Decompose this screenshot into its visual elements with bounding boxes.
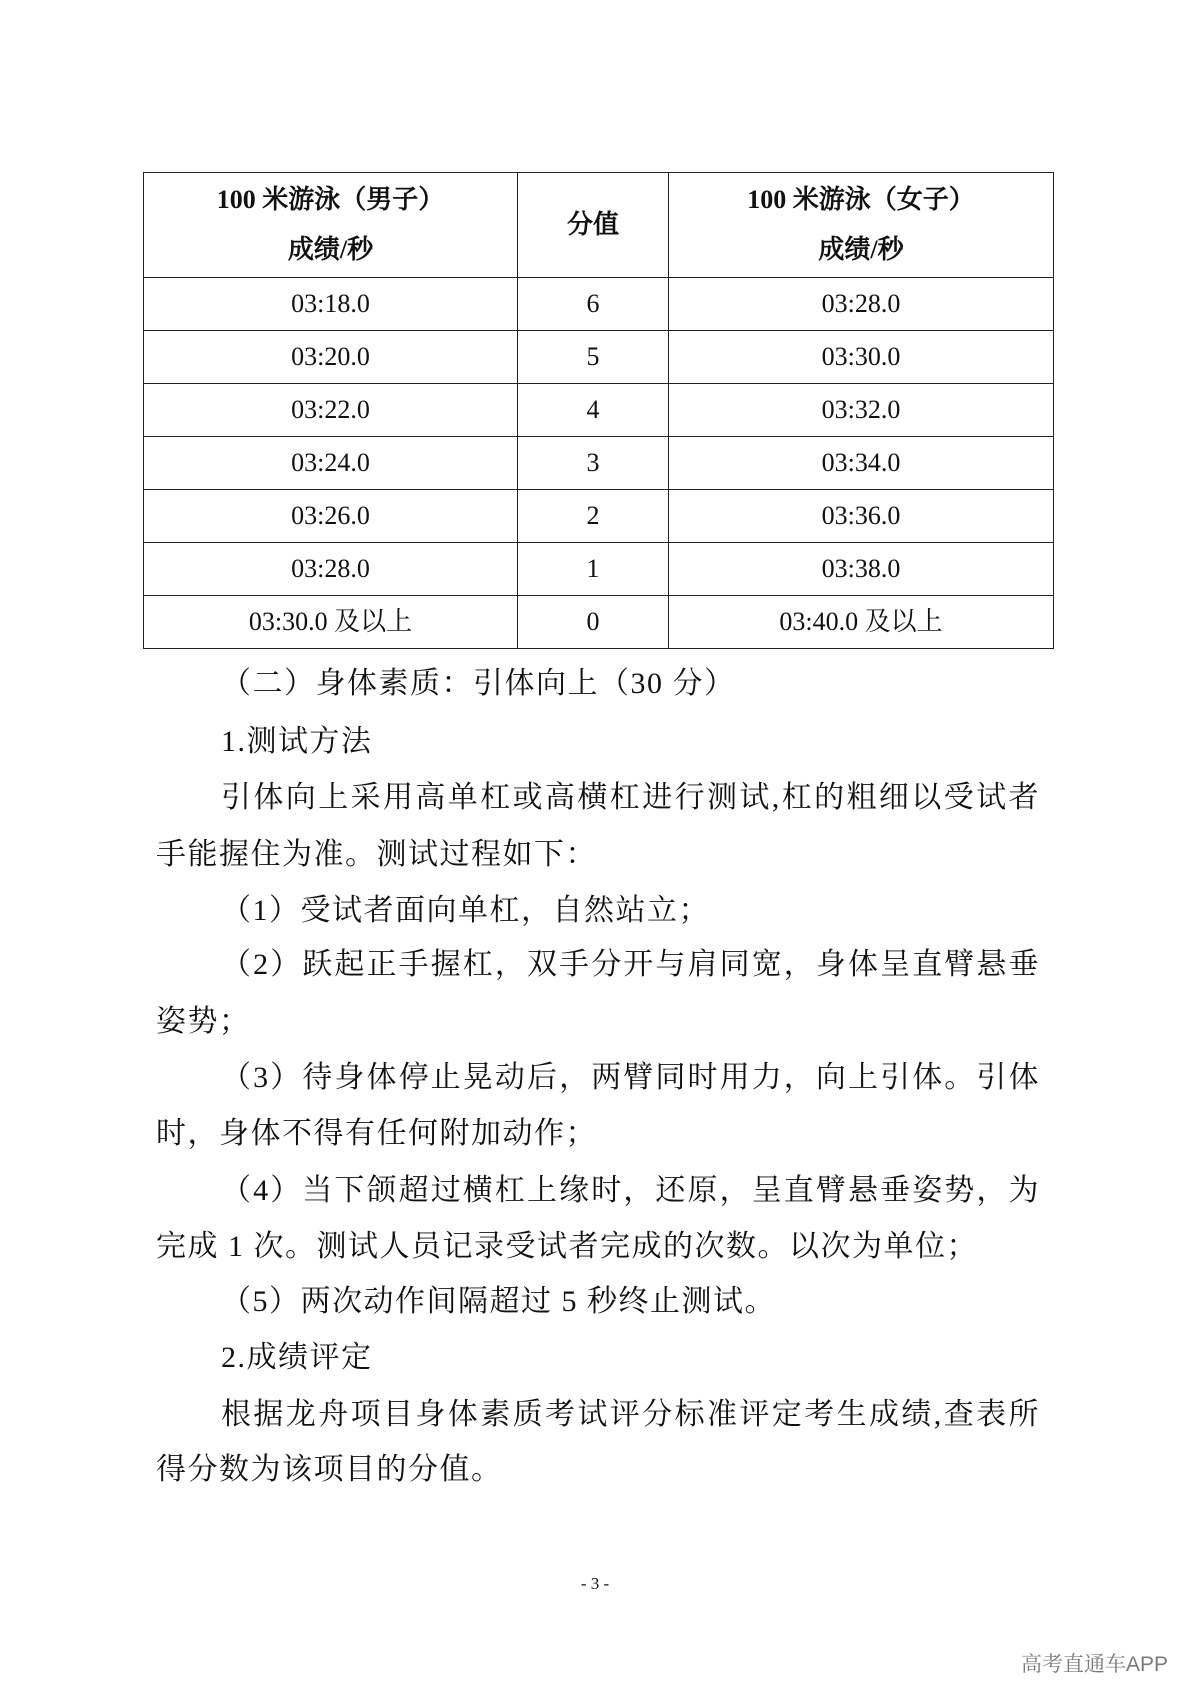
scoring-heading: 2.成绩评定: [221, 1341, 373, 1374]
header-male-title: 100 米游泳（男子）: [216, 185, 445, 214]
step-4-line: 完成 1 次。测试人员记录受试者完成的次数。以次为单位；: [156, 1230, 978, 1263]
table-header-row: [144, 173, 1054, 278]
step-4-line: （4）当下颌超过横杠上缘时，还原，呈直臂悬垂姿势，为: [221, 1174, 1040, 1207]
step-2-line: 姿势；: [156, 1005, 251, 1038]
male-time-cell: 03:18.0: [144, 278, 518, 331]
watermark-text: 高考直通车APP: [1020, 1653, 1168, 1676]
score-cell: 4: [518, 384, 669, 437]
header-female-unit: 成绩/秒: [818, 235, 904, 264]
female-time-cell: 03:40.0 及以上: [669, 596, 1054, 649]
table-header: [144, 173, 1054, 278]
step-3-line: （3）待身体停止晃动后，两臂同时用力，向上引体。引体: [221, 1061, 1040, 1094]
step-2-line: （2）跃起正手握杠，双手分开与肩同宽，身体呈直臂悬垂: [221, 948, 1040, 981]
female-time-cell: 03:30.0: [669, 331, 1054, 384]
swimming-score-table: [143, 172, 1054, 649]
table-row: [144, 437, 1054, 490]
female-time-cell: 03:36.0: [669, 490, 1054, 543]
header-male: [144, 173, 518, 278]
method-intro-line: 手能握住为准。测试过程如下：: [156, 838, 597, 871]
page-number: - 3 -: [580, 1574, 610, 1593]
male-time-cell: 03:20.0: [144, 331, 518, 384]
table-row: [144, 384, 1054, 437]
table-row: [144, 490, 1054, 543]
method-heading: 1.测试方法: [221, 725, 373, 758]
male-time-cell: 03:24.0: [144, 437, 518, 490]
step-3-line: 时，身体不得有任何附加动作；: [156, 1117, 597, 1150]
header-female-title: 100 米游泳（女子）: [747, 185, 975, 214]
score-cell: 2: [518, 490, 669, 543]
female-time-cell: 03:28.0: [669, 278, 1054, 331]
score-cell: 1: [518, 543, 669, 596]
score-cell: 6: [518, 278, 669, 331]
header-female: [669, 173, 1054, 278]
step-1-line: （1）受试者面向单杠，自然站立；: [221, 894, 710, 927]
header-male-unit: 成绩/秒: [287, 235, 374, 264]
score-cell: 5: [518, 331, 669, 384]
header-score: 分值: [518, 173, 669, 278]
method-intro-line: 引体向上采用高单杠或高横杠进行测试,杠的粗细以受试者: [221, 781, 1040, 814]
table-row: [144, 543, 1054, 596]
score-cell: 0: [518, 596, 669, 649]
male-time-cell: 03:26.0: [144, 490, 518, 543]
table-row: [144, 278, 1054, 331]
female-time-cell: 03:34.0: [669, 437, 1054, 490]
step-5-line: （5）两次动作间隔超过 5 秒终止测试。: [221, 1285, 776, 1318]
male-time-cell: 03:22.0: [144, 384, 518, 437]
section-heading: （二）身体素质：引体向上（30 分）: [221, 667, 736, 700]
scoring-text-line: 根据龙舟项目身体素质考试评分标准评定考生成绩,查表所: [221, 1398, 1040, 1431]
male-time-cell: 03:28.0: [144, 543, 518, 596]
female-time-cell: 03:32.0: [669, 384, 1054, 437]
table-row: [144, 331, 1054, 384]
score-cell: 3: [518, 437, 669, 490]
table-row: [144, 596, 1054, 649]
table-body: [144, 278, 1054, 649]
female-time-cell: 03:38.0: [669, 543, 1054, 596]
scoring-text-line: 得分数为该项目的分值。: [156, 1453, 503, 1486]
male-time-cell: 03:30.0 及以上: [144, 596, 518, 649]
